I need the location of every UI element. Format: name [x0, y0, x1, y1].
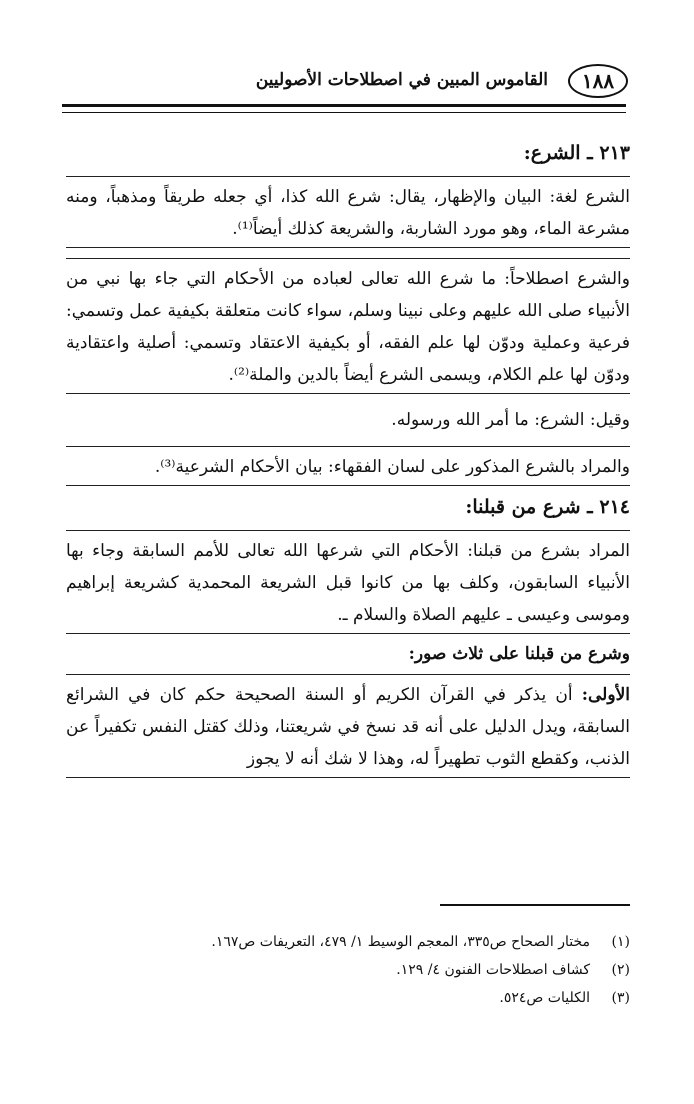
- entry-213-fuqaha-box: [66, 446, 630, 486]
- footnote-number: (٣): [611, 990, 630, 1006]
- running-title: القاموس المبين في اصطلاحات الأصوليين: [255, 70, 548, 90]
- entry-213-definition-box: [66, 176, 630, 248]
- entry-214-definition-box: [66, 530, 630, 634]
- header-rule-thin: [62, 112, 626, 113]
- entry-214-first-form: [66, 679, 630, 775]
- footnote-text: كشاف اصطلاحات الفنون ٤/ ١٢٩.: [396, 962, 590, 978]
- footnote: [66, 984, 630, 1012]
- entry-214-subheading: وشرع من قبلنا على ثلاث صور:: [408, 644, 630, 664]
- entry-213-istilah-box: [66, 258, 630, 394]
- footnote: [66, 956, 630, 984]
- first-form-label: الأولى:: [581, 685, 630, 705]
- entry-214-paragraph-definition: المراد بشرع من قبلنا: الأحكام التي شرعها الله تعالى للأمم السابقة وجاء بها الأنبياء السابقون، وكلف بها من كانوا قبل الشريعة المحمدية كشريعة إبراهيم وموسى وعيسى ـ عليهم الصلاة والسلام ـ.: [66, 541, 630, 625]
- footnotes: [66, 928, 630, 1012]
- entry-213-paragraph-istilah: والشرع اصطلاحاً: ما شرع الله تعالى لعباده من الأحكام التي جاء بها نبي من الأنبياء صلى الله عليهم وعلى نبينا وسلم، سواء كانت متعلقة بكيفية عمل وتسمي: فرعية وعملية ودوّن لها علم الفقه، أو بكيفية الاعتقاد وتسمي: أصلية واعتقادية ودوّن لها علم الكلام، ويسمى الشرع أيضاً بالدين والملة⁽²⁾.: [66, 269, 630, 385]
- footnote-separator: [440, 904, 630, 906]
- page-number: ١٨٨: [568, 64, 628, 98]
- page-body: [66, 142, 630, 788]
- footnote-number: (١): [611, 934, 630, 950]
- entry-213-paragraph-fuqaha: والمراد بالشرع المذكور على لسان الفقهاء: بيان الأحكام الشرعية⁽³⁾.: [154, 457, 630, 477]
- header-rule-thick: [62, 104, 626, 107]
- first-form-text: أن يذكر في القرآن الكريم أو السنة الصحيحة حكم كان في الشرائع السابقة، ويدل الدليل على أنه قد نسخ في شريعتنا، وذلك كقتل النفس تكفيراً عن الذنب، وكقطع الثوب تطهيراً له، وهذا لا شك أنه لا يجوز: [66, 685, 630, 769]
- entry-213-paragraph-lugha: الشرع لغة: البيان والإظهار، يقال: شرع الله كذا، أي جعله طريقاً ومذهباً، ومنه مشرعة الماء، وهو مورد الشاربة، والشريعة كذلك أيضاً⁽¹⁾.: [66, 187, 630, 239]
- entry-213-paragraph-qila: وقيل: الشرع: ما أمر الله ورسوله.: [391, 410, 630, 430]
- entry-214-first-form-box: [66, 674, 630, 778]
- entry-213-heading: ٢١٣ ـ الشرع:: [523, 142, 630, 164]
- footnote: [66, 928, 630, 956]
- footnote-text: الكليات ص٥٢٤.: [499, 990, 590, 1006]
- entry-214-heading: ٢١٤ ـ شرع من قبلنا:: [465, 496, 630, 518]
- footnote-number: (٢): [611, 962, 630, 978]
- footnote-text: مختار الصحاح ص٣٣٥، المعجم الوسيط ١/ ٤٧٩، التعريفات ص١٦٧.: [211, 934, 590, 950]
